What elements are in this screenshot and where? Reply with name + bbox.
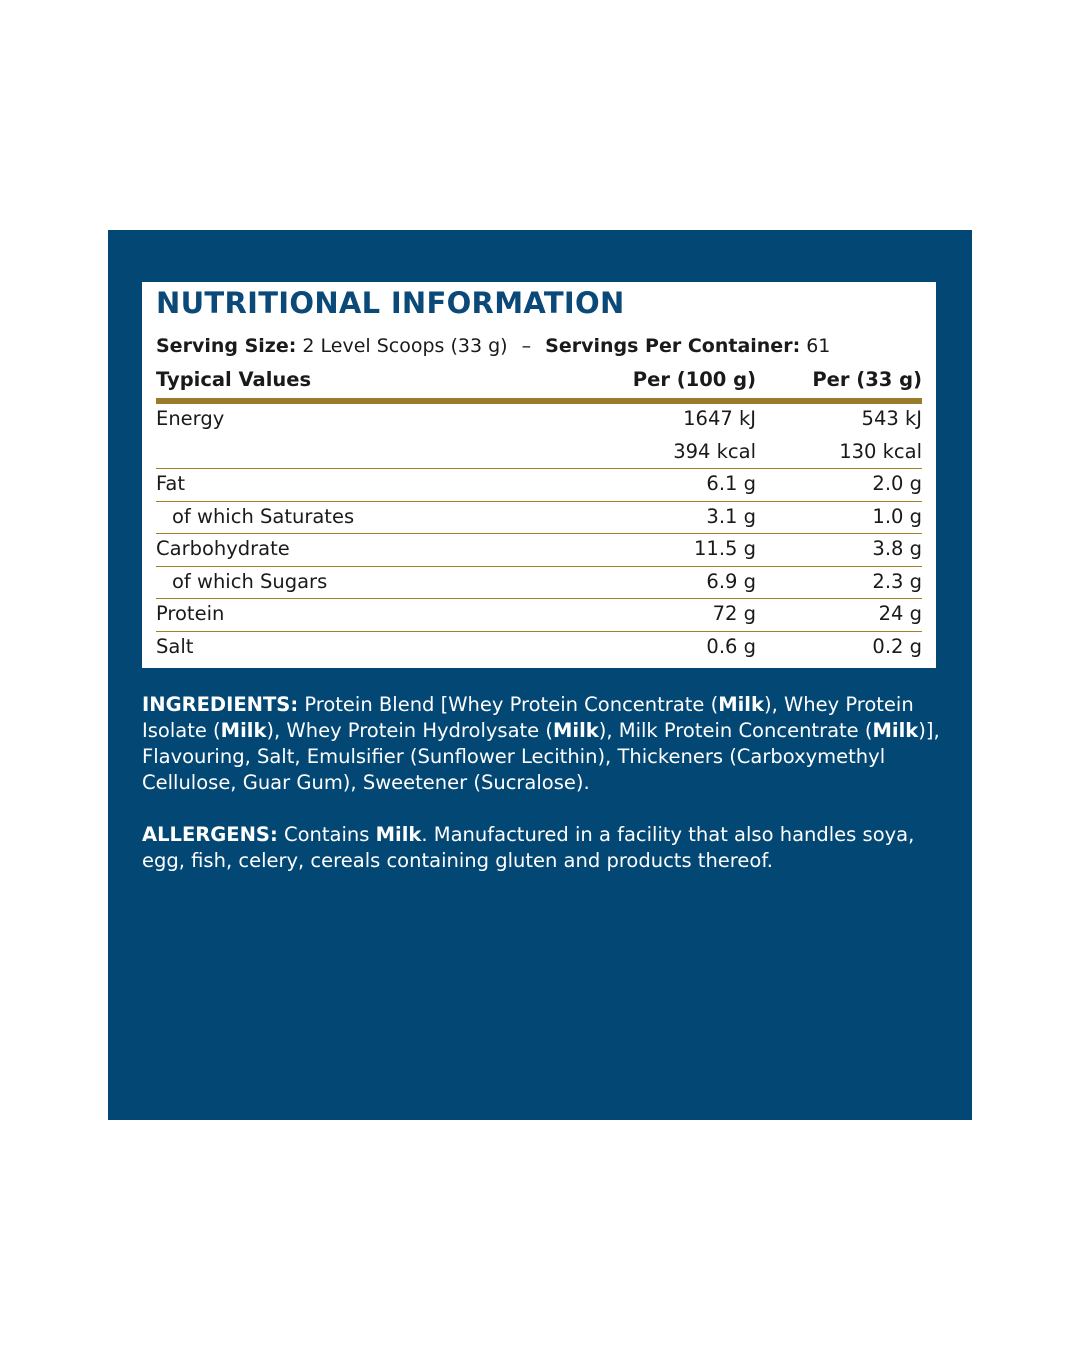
- row-value-per-100g: 0.6 g: [706, 634, 756, 658]
- row-value-per-serving: 1.0 g: [872, 504, 922, 528]
- serving-info: [156, 335, 830, 357]
- table-row-salt: [156, 632, 922, 665]
- table-row-energy-kcal: [156, 437, 922, 470]
- allergens-paragraph: [142, 822, 942, 874]
- nutrition-table: [156, 367, 922, 664]
- allergens-text: . Manufactured in a facility that also handles soya, egg, fish, celery, cereals containing gluten and products thereof.: [142, 823, 915, 872]
- table-row-saturates: [156, 502, 922, 535]
- row-value-per-serving: 2.3 g: [872, 569, 922, 593]
- ingredients-label: INGREDIENTS:: [142, 693, 299, 716]
- allergens-label: ALLERGENS:: [142, 823, 278, 846]
- ingredients-text: )], Flavouring, Salt, Emulsifier (Sunflower Lecithin), Thickeners (Carboxymethyl Cellulose, Guar Gum), Sweetener (Sucralose).: [142, 719, 940, 794]
- row-value-per-serving: 24 g: [878, 602, 922, 625]
- ingredients-paragraph: [142, 692, 942, 796]
- row-label: Carbohydrate: [156, 537, 290, 560]
- allergen-highlight: Milk: [220, 719, 267, 742]
- table-row-carbohydrate: [156, 534, 922, 567]
- row-label: Fat: [156, 472, 186, 495]
- servings-per-container-value: 61: [806, 335, 831, 357]
- row-label: Protein: [156, 602, 225, 625]
- row-label: Salt: [156, 634, 194, 658]
- table-row-fat: [156, 469, 922, 502]
- allergen-highlight: Milk: [718, 693, 764, 716]
- row-value-per-serving: 543 kJ: [861, 407, 922, 430]
- row-value-per-100g: 6.1 g: [706, 472, 756, 495]
- ingredients-text: ), Whey Protein Isolate (: [142, 693, 914, 742]
- column-header-per-serving: Per (33 g): [812, 368, 922, 391]
- product-info-panel: [108, 230, 972, 1120]
- row-value-per-serving: 2.0 g: [872, 472, 922, 495]
- column-header-typical-values: Typical Values: [156, 368, 312, 391]
- row-value-per-100g: 6.9 g: [706, 569, 756, 593]
- nutrition-title: NUTRITIONAL INFORMATION: [156, 286, 625, 320]
- serving-size-value: 2 Level Scoops (33 g): [302, 335, 508, 357]
- row-label: of which Saturates: [172, 504, 355, 528]
- row-value-per-serving: 3.8 g: [872, 537, 922, 560]
- serving-separator: –: [521, 335, 532, 357]
- row-value-per-100g: 72 g: [712, 602, 756, 625]
- table-header-row: [156, 367, 922, 404]
- row-value-per-serving: 130 kcal: [839, 439, 922, 463]
- row-value-per-serving: 0.2 g: [872, 634, 922, 658]
- row-value-per-100g: 1647 kJ: [683, 407, 756, 430]
- ingredients-text: ), Milk Protein Concentrate (: [598, 719, 873, 742]
- table-row-protein: [156, 599, 922, 632]
- serving-size-label: Serving Size:: [156, 335, 297, 357]
- row-value-per-100g: 394 kcal: [673, 439, 756, 463]
- ingredients-text: Protein Blend [Whey Protein Concentrate (: [298, 693, 719, 716]
- row-label: of which Sugars: [172, 569, 328, 593]
- allergen-highlight: Milk: [872, 719, 919, 742]
- column-header-per-100g: Per (100 g): [632, 368, 756, 391]
- allergens-text: Contains: [277, 823, 376, 846]
- servings-per-container-label: Servings Per Container:: [545, 335, 801, 357]
- row-value-per-100g: 11.5 g: [694, 537, 756, 560]
- table-row-energy-kj: [156, 404, 922, 437]
- allergen-highlight: Milk: [375, 823, 422, 846]
- allergen-highlight: Milk: [552, 719, 599, 742]
- table-row-sugars: [156, 567, 922, 600]
- row-value-per-100g: 3.1 g: [706, 504, 756, 528]
- ingredients-text: ), Whey Protein Hydrolysate (: [266, 719, 553, 742]
- row-label: Energy: [156, 407, 225, 430]
- nutrition-facts-label: [142, 282, 936, 668]
